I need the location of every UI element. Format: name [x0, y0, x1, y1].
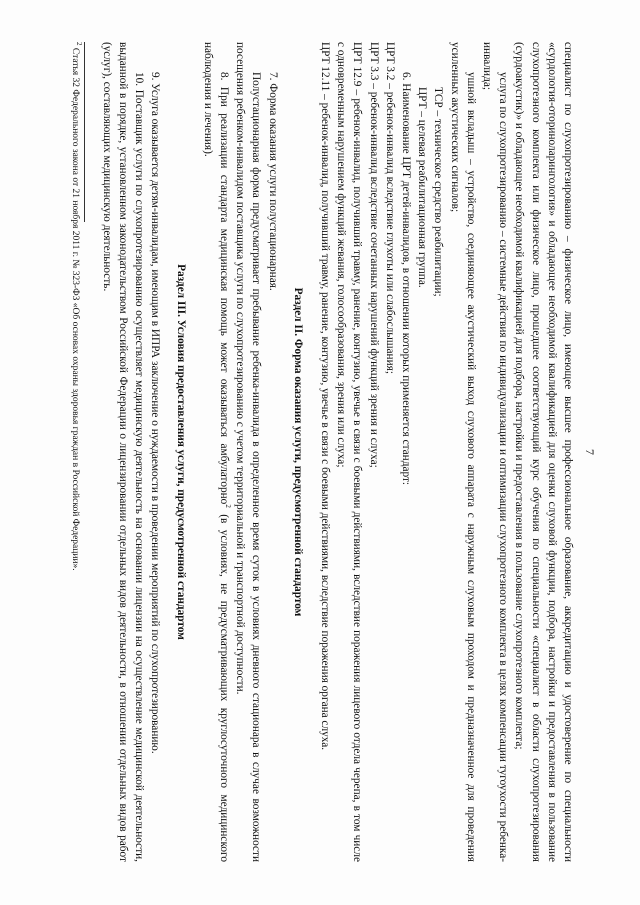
- footnote-divider: [84, 42, 85, 222]
- footnote-mark: 2: [74, 42, 83, 46]
- paragraph-3: ТСР – техническое средство реабилитации;: [432, 87, 445, 297]
- footnote-reference: 2: [223, 504, 232, 508]
- paragraph-8: ЦРТ 12.9 – ребенок-инвалид, получивший травму, ранение, контузию, увечье в связи с боевыми действиями, вследствие поражения лицевого отдела черепа, в том числе с одновременным нарушением функций жевания, голосообразования, зрения или слуха;: [335, 42, 364, 862]
- section-3-heading: Раздел III. Условия предоставления услуги, предусмотренной стандартом: [174, 264, 187, 640]
- footnote-text: Статья 32 Федерального закона от 21 ноября 2011 г. № 323-ФЗ «Об основах охраны здоровья граждан в Российской Федерации».: [69, 47, 80, 571]
- page-number: 7: [583, 449, 597, 455]
- paragraph-1: услуга по слухопротезированию – системные действия по индивидуализации и оптимизации слухопротезного комплекта в целях компенсации тугоухости ребенка-инвалида;: [480, 42, 510, 862]
- section-3-paragraph-1: 10. Поставщик услуги по слухопротезированию осуществляет медицинскую деятельность на основании лицензии на осуществление медицинской деятельности, выданной в порядке, установленном законодательством Российской Федерации о лицензировании отдельных видов деятельности, в отношении отдельных видов работ (услуг), составляющих медицинскую деятельность.: [100, 42, 146, 862]
- paragraph-2: ушной вкладыш – устройство, соединяющее акустический выход слухового аппарата с наружным слуховым проходом и предназначенное для проведения усиленных акустических сигналов;: [448, 42, 477, 862]
- footnote: [69, 42, 81, 862]
- section-3-paragraph-0: 9. Услуга оказывается детям-инвалидам, имеющим в ИПРА заключение о нуждаемости в проведении мероприятий по слухопротезированию.: [149, 72, 162, 754]
- paragraph-5: 6. Наименование ЦРТ детей-инвалидов, в отношении которых применяется стандарт:: [399, 72, 412, 486]
- paragraph-4: ЦРТ – целевая реабилитационная группа.: [416, 87, 429, 288]
- paragraph-9: ЦРТ 12.11 – ребенок-инвалид, получивший травму, ранение, контузию, увечье в связи с боевыми действиями, вследствие поражения органа слуха.: [318, 42, 331, 751]
- section-2-paragraph-2: [200, 42, 232, 862]
- section-2-paragraph-0: 7. Форма оказания услуги полустационарная.: [266, 72, 279, 291]
- paragraph-6: ЦРТ 3.2 – ребенок-инвалид вследствие глухоты или слабослышания;: [383, 42, 396, 374]
- paragraph-7: ЦРТ 3.3 – ребенок-инвалид вследствие сочетанных нарушений функций зрения и слуха;: [367, 42, 380, 468]
- paragraph-0: специалист по слухопротезированию – физическое лицо, имеющее высшее профессиональное образование, аккредитацию и удостоверение по специальности «сурдология-оториноларингология» и обладающее необходимой квалификацией для оценки слуховой функции, подбора, настройки и предоставления в пользование слухопротезного комплекта или физическое лицо, прошедшее соответствующий курс обучения по специальности «специалист в области слухопротезирования (сурдоакустик)» и обладающее необходимой квалификацией для подбора, настройки и предоставления в пользование слухопротезного комплекта;: [513, 42, 574, 862]
- section-2-p2-tail: (в условиях, не предусматривающих круглосуточного медицинского наблюдения и лечения).: [201, 42, 230, 863]
- rotated-content: [60, 42, 600, 862]
- section-2-p2-text: 8. При реализации стандарта медицинская помощь может оказываться амбулаторно: [217, 72, 230, 505]
- section-2-heading: Раздел II. Форма оказания услуги, предусмотренной стандартом: [291, 287, 304, 617]
- section-2-paragraph-1: Полустационарная форма предусматривает пребывание ребенка-инвалида в определенное время суток в условиях дневного стационара в случае возможности посещения ребенком-инвалидом поставщика услуги по слухопротезированию с учетом территориальной и транспортной доступности.: [234, 42, 263, 862]
